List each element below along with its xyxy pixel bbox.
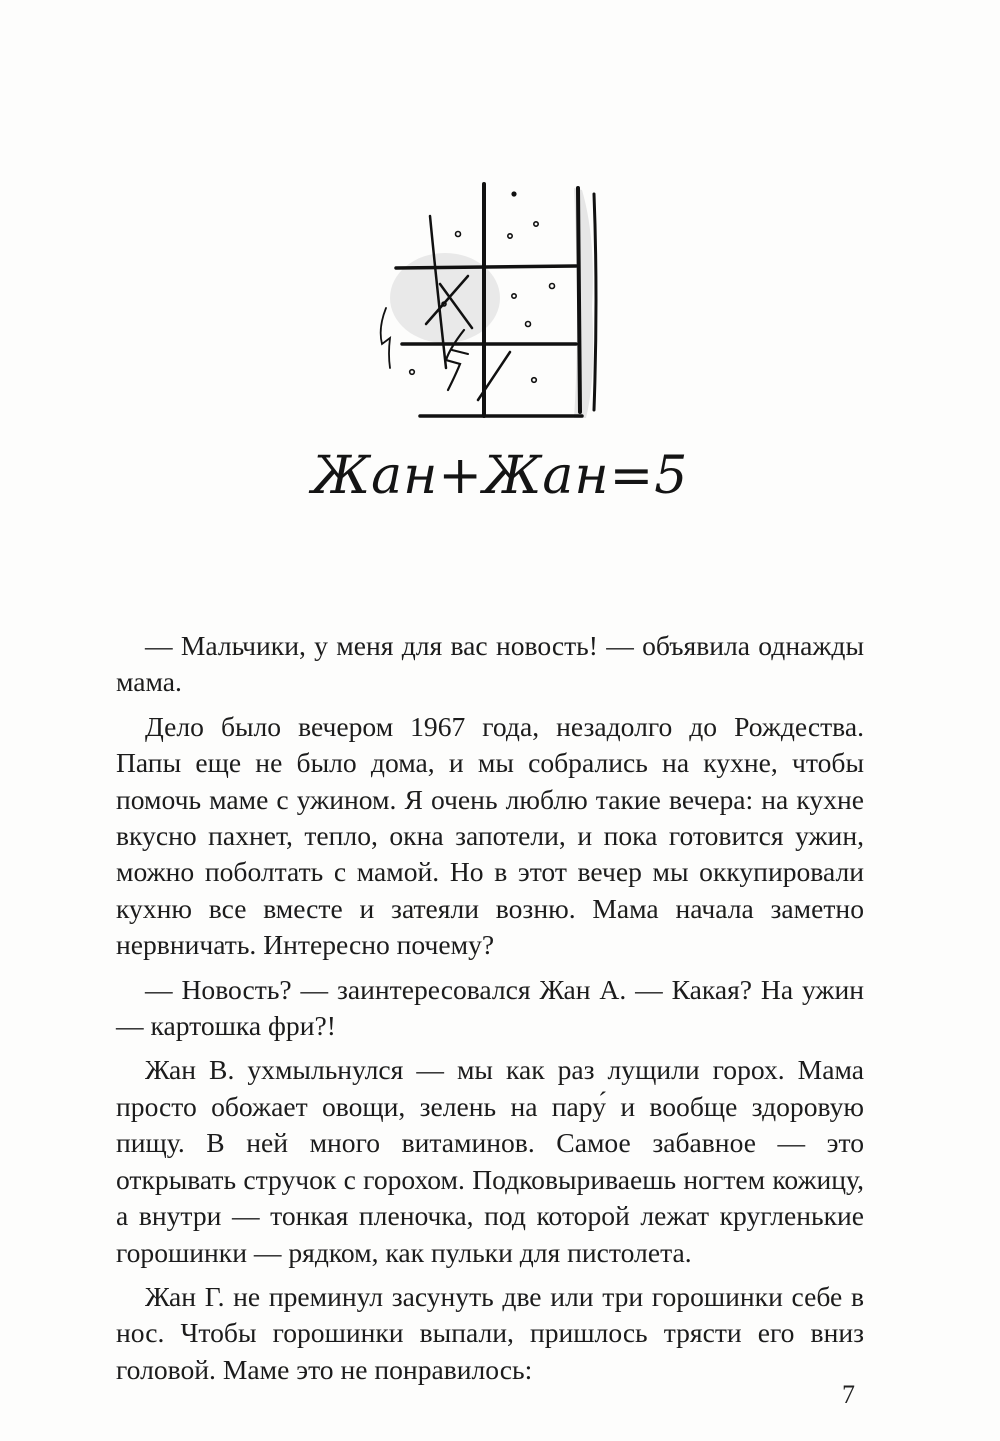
snowflake: [534, 222, 538, 226]
paragraph: — Мальчики, у меня для вас новость! — объявила однажды мама.: [116, 630, 864, 698]
paragraph: Жан В. ухмыльнулся — мы как раз лущили горох. Мама просто обожает овощи, зелень на пару́ и вообще здоровую пищу. В ней много витаминов. Самое забавное — это открывать стручок с горохом. Подковыриваешь ногтем кожицу, а внутри — тонкая пленочка, под которой лежат кругленькие горошинки — рядком, как пульки для пистолета.: [116, 1054, 864, 1268]
snowflake: [512, 294, 516, 298]
chapter-title: Жан+Жан=5: [311, 446, 689, 506]
snowflake: [511, 191, 516, 196]
snowflake: [410, 370, 415, 375]
body-text: [116, 628, 864, 1396]
window-frame-line: [594, 194, 596, 410]
paragraph: — Новость? — заинтересовался Жан А. — Какая? На ужин — картошка фри?!: [116, 973, 864, 1042]
paragraph: Жан Г. не преминул засунуть две или три горошинки себе в нос. Чтобы горошинки выпали, пришлось трясти его вниз головой. Маме это не понравилось:: [116, 1280, 864, 1385]
snowflake: [550, 284, 555, 289]
paragraph: Дело было вечером 1967 года, незадолго до Рождества. Папы еще не было дома, и мы собрались на кухне, чтобы помочь маме с ужином. Я очень люблю такие вечера: на кухне вкусно пахнет, тепло, окна запотели, и пока готовится ужин, можно поболтать с мамой. Но в этот вечер мы оккупировали кухню все вместе и затеяли возню. Мама начала заметно нервничать. Интересно почему?: [116, 710, 864, 961]
window-illustration: [360, 178, 620, 438]
window-frame-line: [578, 188, 580, 412]
snowflake: [456, 232, 461, 237]
snowflake: [508, 234, 512, 238]
crack-stroke: [381, 308, 390, 368]
page-number: 7: [842, 1380, 855, 1409]
crack-stroke: [452, 350, 468, 354]
window-frame-line: [396, 266, 576, 268]
snowflake: [526, 322, 531, 327]
snowflake: [532, 378, 537, 383]
